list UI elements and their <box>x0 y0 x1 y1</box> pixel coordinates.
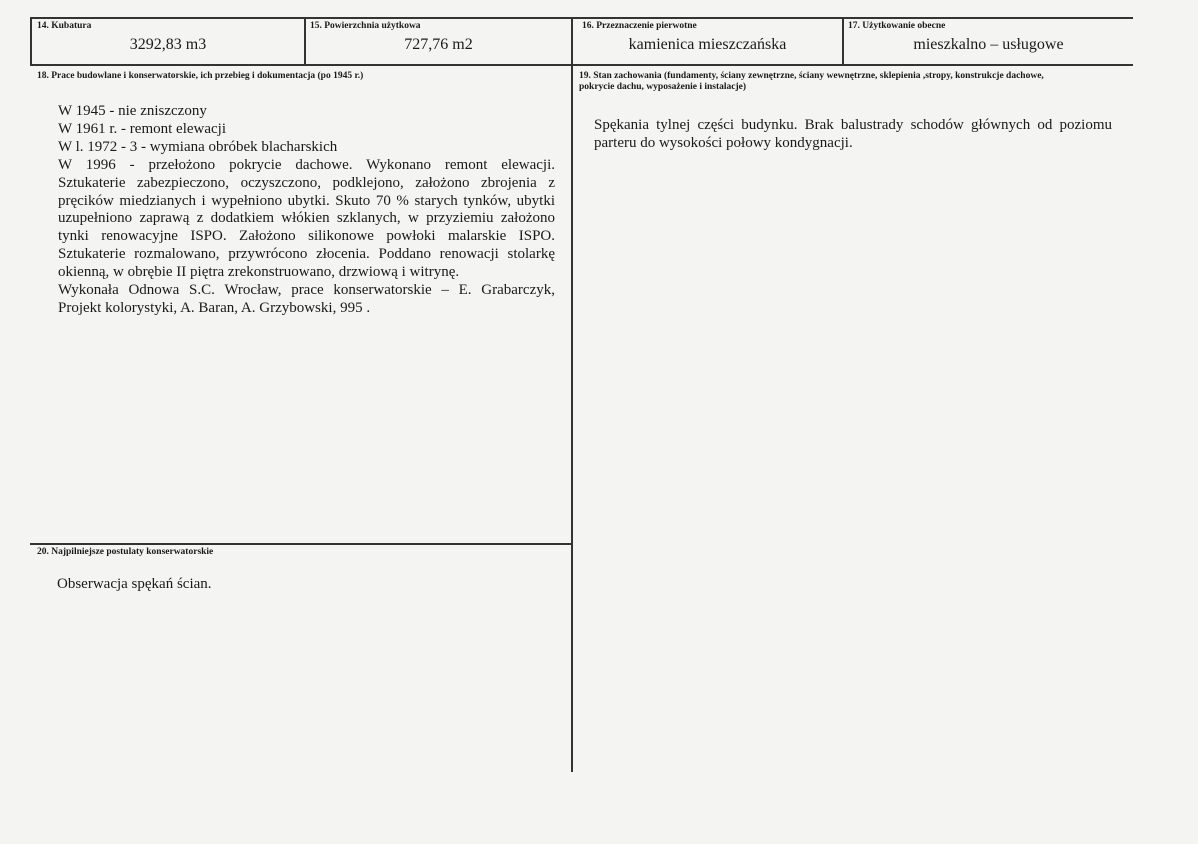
top-rule <box>30 17 1133 19</box>
field-14-value: 3292,83 m3 <box>129 36 207 53</box>
field-14-label: 14. Kubatura <box>37 21 92 31</box>
field-18-label: 18. Prace budowlane i konserwatorskie, ich przebieg i dokumentacja (po 1945 r.) <box>37 71 364 81</box>
field-17-label: 17. Użytkowanie obecne <box>848 21 946 31</box>
field-17-value: mieszkalno – usługowe <box>913 36 1064 53</box>
section-20-rule <box>30 543 573 545</box>
text-line: Sztukaterie rozmalowano, przywrócono złocenia. Poddano renowacji stolarkę <box>58 246 555 263</box>
text-line: W 1961 r. - remont elewacji <box>58 120 227 137</box>
text-line: okienną, w obrębie II piętra zrekonstruowano, drzwiową i witrynę. <box>58 264 460 281</box>
text-line: uzupełniono zaprawą z dodatkiem włókien szklanych, w przyziemiu założono <box>58 210 555 227</box>
text-line: pręcików miedzianych i wypełniono ubytki. Skuto 70 % starych tynków, ubytki <box>58 192 555 209</box>
text-line: Sztukaterie zabezpieczono, oczyszczono, podklejono, założono zbrojenia z <box>58 174 555 191</box>
center-divider <box>571 17 573 772</box>
field-19-label-line: pokrycie dachu, wyposażenie i instalacje) <box>579 82 747 92</box>
text-line: Wykonała Odnowa S.C. Wrocław, prace konserwatorskie – E. Grabarczyk, <box>58 282 555 299</box>
field-19-text <box>594 117 1112 153</box>
text-line: W 1996 - przełożono pokrycie dachowe. Wykonano remont elewacji. <box>58 156 555 173</box>
field-15-value: 727,76 m2 <box>404 36 473 53</box>
field-18-text <box>58 103 555 318</box>
text-line: W l. 1972 - 3 - wymiana obróbek blacharskich <box>58 138 338 155</box>
text-line: Projekt kolorystyki, A. Baran, A. Grzybowski, 995 . <box>58 299 371 316</box>
field-15-label: 15. Powierzchnia użytkowa <box>310 21 421 31</box>
field-20-label: 20. Najpilniejsze postulaty konserwatorskie <box>37 547 214 557</box>
field-20-value: Obserwacja spękań ścian. <box>57 576 212 592</box>
text-line: tynki renowacyjne ISPO. Założono silikonowe powłoki malarskie ISPO. <box>58 228 555 245</box>
field-16-value: kamienica mieszczańska <box>628 36 787 53</box>
row-rule <box>30 64 1133 66</box>
field-19-label <box>579 71 1044 93</box>
text-line: W 1945 - nie zniszczony <box>58 103 207 119</box>
text-line: Spękania tylnej części budynku. Brak balustrady schodów głównych od poziomu <box>594 117 1112 133</box>
field-19-label-line: 19. Stan zachowania (fundamenty, ściany zewnętrzne, ściany wewnętrzne, sklepienia ,stropy, konstrukcje dachowe, <box>579 71 1044 81</box>
text-line: parteru do wysokości połowy kondygnacji. <box>594 134 853 151</box>
field-16-label: 16. Przeznaczenie pierwotne <box>582 21 697 31</box>
